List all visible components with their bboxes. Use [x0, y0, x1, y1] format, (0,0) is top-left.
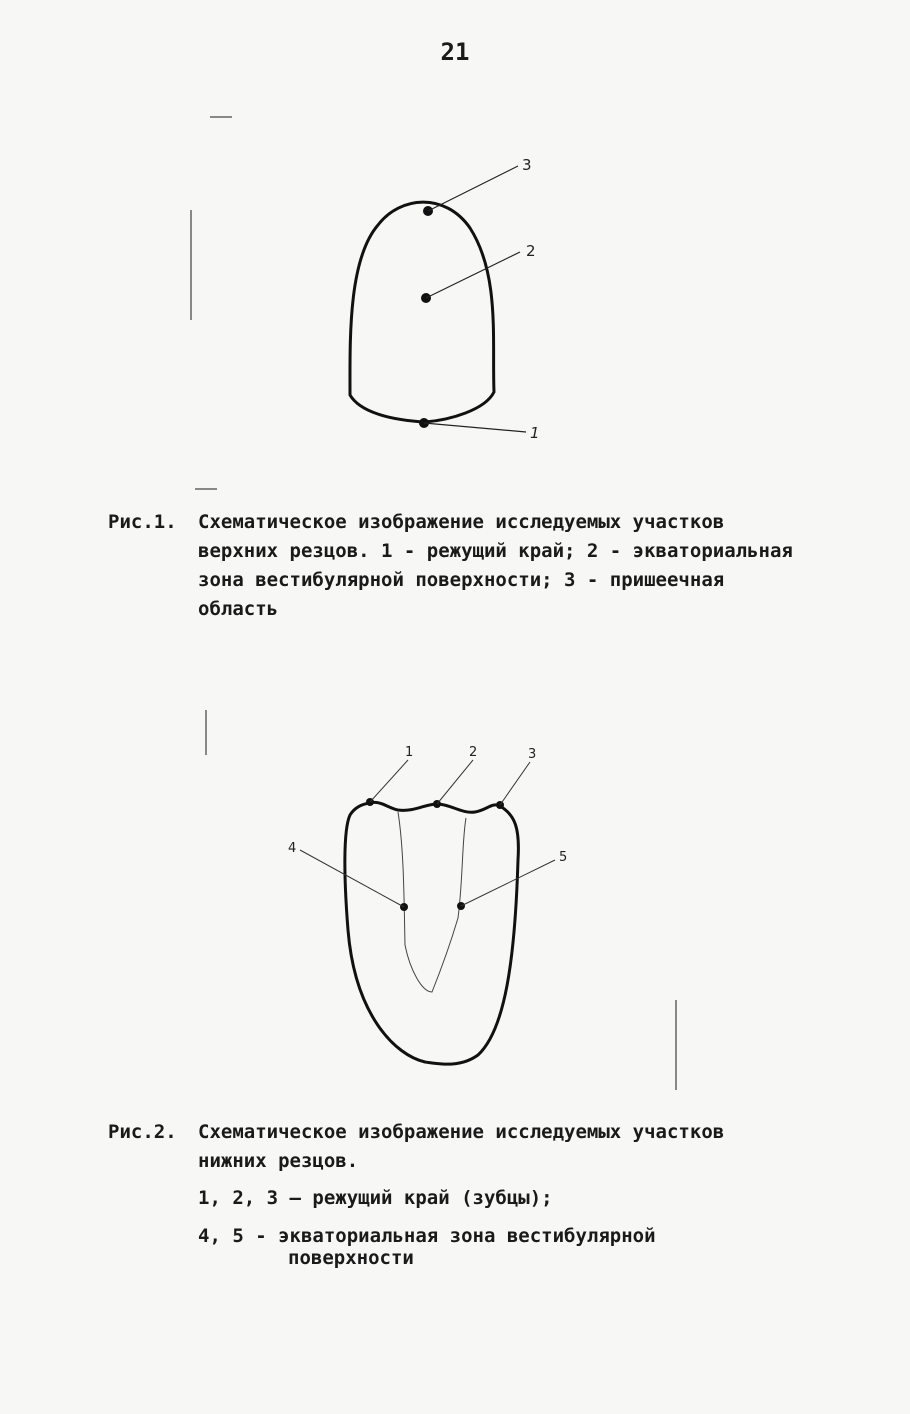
point-4-label: 4 — [288, 841, 297, 856]
figure1-caption — [108, 508, 808, 628]
leader-line-1 — [424, 423, 526, 432]
upper-incisor-outline — [350, 202, 494, 422]
point-2-label: 2 — [469, 745, 478, 760]
figure1-diagram — [0, 0, 910, 500]
page-number: 21 — [440, 38, 470, 66]
lower-incisor-outline — [345, 802, 519, 1064]
inner-ridge-line — [398, 812, 466, 992]
figure2-diagram — [0, 700, 910, 1120]
leader-line-1 — [370, 760, 408, 802]
figure2-legend-2b: поверхности — [288, 1247, 414, 1269]
leader-line-2 — [437, 760, 473, 804]
point-5-label: 5 — [559, 850, 568, 865]
figure2-caption-text: Схематическое изображение исследуемых участков нижних резцов. — [198, 1121, 725, 1172]
leader-line-4 — [300, 850, 404, 907]
figure1-caption-label: Рис.1. — [108, 511, 177, 533]
point-3-label: 3 — [528, 747, 537, 762]
leader-line-5 — [461, 860, 555, 906]
leader-line-3 — [500, 762, 530, 805]
figure2-caption-label: Рис.2. — [108, 1121, 177, 1143]
leader-line-3 — [428, 166, 518, 211]
figure2-legend-1: 1, 2, 3 – режущий край (зубцы); — [198, 1187, 553, 1209]
figure1-caption-text: Схематическое изображение исследуемых участков верхних резцов. 1 - режущий край; 2 - экваториальная зона вестибулярной поверхности; 3 - пришеечная область — [198, 511, 793, 620]
leader-line-2 — [426, 252, 520, 298]
figure2-legend-2: 4, 5 - экваториальная зона вестибулярной — [198, 1225, 656, 1247]
point-2-label: 2 — [526, 242, 536, 260]
point-3-label: 3 — [522, 156, 532, 174]
point-1-label: 1 — [405, 745, 414, 760]
figure2-caption — [108, 1118, 808, 1278]
point-1-label: 1 — [530, 424, 540, 442]
